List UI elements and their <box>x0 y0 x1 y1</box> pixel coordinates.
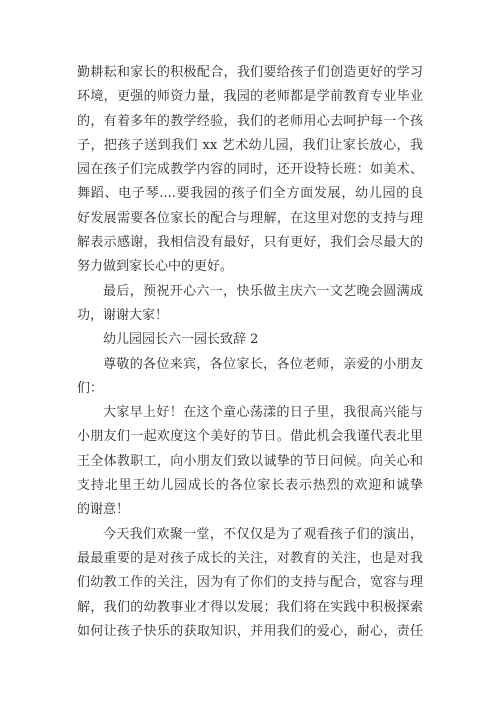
paragraph-previous-speech-body <box>77 61 423 280</box>
paragraph-salutation <box>77 353 423 402</box>
text-line: 解，我们的幼教事业才得以发展；我们将在实践中积极探索 <box>77 599 423 615</box>
section-heading: 幼儿园园长六一园长致辞 2 <box>103 332 259 348</box>
text-line: 勤耕耘和家长的积极配合，我们要给孩子们创造更好的学习 <box>77 65 423 80</box>
text-line: 解表示感谢，我相信没有最好，只有更好，我们会尽最大的 <box>77 235 423 251</box>
text-line: 大家早上好！在这个童心荡漾的日子里，我很高兴能与 <box>103 405 423 421</box>
text-line: 最后，预祝开心六一，快乐做主庆六一文艺晚会圆满成 <box>103 283 423 299</box>
text-line: 的谢意！ <box>77 502 130 518</box>
text-line: 支持北里王幼儿园成长的各位家长表示热烈的欢迎和诚挚 <box>77 478 423 494</box>
document-body <box>77 61 423 644</box>
text-line: 舞蹈、电子琴....要我园的孩子们全方面发展，幼儿园的良 <box>77 186 423 202</box>
text-line: 的，有着多年的教学经验，我们的老师用心去呵护每一个孩 <box>77 113 423 129</box>
text-line: 王全体教职工，向小朋友们致以诚挚的节日问候。向关心和 <box>77 453 423 469</box>
paragraph-closing <box>77 280 423 329</box>
text-line: 如何让孩子快乐的获取知识，并用我们的爱心，耐心，责任 <box>77 623 423 639</box>
text-line: 今天我们欢聚一堂，不仅仅是为了观看孩子们的演出， <box>103 526 423 542</box>
text-line: 最最重要的是对孩子成长的关注，对教育的关注，也是对我 <box>77 550 423 566</box>
paragraph-greeting <box>77 401 423 522</box>
text-line: 们幼教工作的关注，因为有了你们的支持与配合，宽容与理 <box>77 575 423 591</box>
text-line: 子，把孩子送到我们 xx 艺术幼儿园，我们让家长放心，我 <box>77 137 423 153</box>
text-line: 尊敬的各位来宾，各位家长，各位老师，亲爱的小朋友 <box>103 356 423 372</box>
text-line: 环境，更强的师资力量，我园的老师都是学前教育专业毕业 <box>77 89 423 105</box>
paragraph-speech-body <box>77 523 423 644</box>
text-line: 努力做到家长心中的更好。 <box>77 259 234 275</box>
text-line: 好发展需要各位家长的配合与理解，在这里对您的支持与理 <box>77 210 423 226</box>
text-line: 小朋友们一起欢度这个美好的节日。借此机会我谨代表北里 <box>77 429 423 445</box>
text-line: 功，谢谢大家！ <box>77 307 169 323</box>
text-line: 们： <box>77 380 104 396</box>
text-line: 园在孩子们完成教学内容的同时，还开设特长班：如美术、 <box>77 162 423 178</box>
